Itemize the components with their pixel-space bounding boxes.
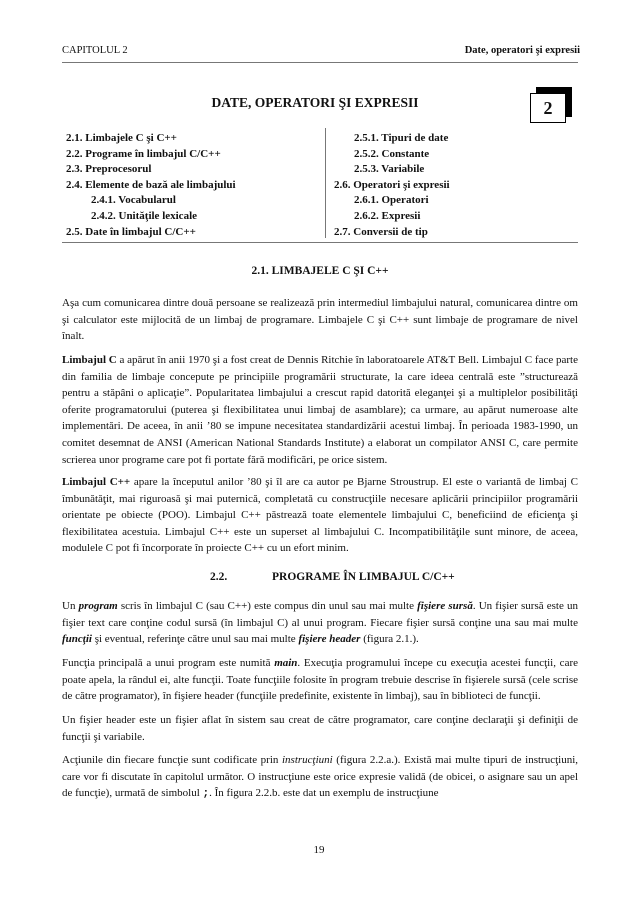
term-fisiere-header: fişiere header bbox=[298, 633, 361, 646]
paragraph-text: apare la începutul anilor ’80 şi îl are ca autor pe Bjarne Stroustrup. El este o variantă de limbaj C îmbunătăţit, mai riguroasă şi mai puternică, completată cu construcţiile necesare aplicării principiilor programării orientate pe obiecte (POO). Limbajul C++ păstrează toate elementele limbajului C, beneficiind de eficienţa şi flexibilitatea acestuia. Limbajul C++ este un superset al limbajului C. Incompatibilităţile sunt minore, de aceea, modulele C pot fi încorporate în proiecte C++ cu un efort minim. bbox=[62, 476, 578, 555]
toc-subitem[interactable]: 2.6.1. Operatori bbox=[354, 194, 429, 207]
paragraph bbox=[62, 752, 578, 803]
toc-item[interactable]: 2.1. Limbajele C şi C++ bbox=[66, 132, 177, 144]
paragraph bbox=[62, 474, 578, 557]
section-title-text: PROGRAME ÎN LIMBAJUL C/C++ bbox=[272, 571, 455, 583]
paragraph-text: . Un fişier sursă este un fişier text care conţine codul sursă (în limbajul C) al unui program. Fiecare fişier sursă conţine una sau mai multe bbox=[62, 600, 578, 629]
paragraph-text: Acţiunile din fiecare funcţie sunt codificate prin bbox=[62, 754, 282, 766]
term-limbajul-c: Limbajul C bbox=[62, 354, 117, 366]
section-heading-2-2 bbox=[210, 571, 455, 583]
toc-rule bbox=[62, 242, 578, 243]
toc-left-column bbox=[66, 131, 316, 240]
paragraph: Aşa cum comunicarea dintre două persoane se realizează prin intermediul limbajului natural, comunicarea dintre om şi calculator este mijlocită de un limbaj de programare. Limbajele C şi C++ sunt limbaje de programare de nivel înalt. bbox=[62, 297, 578, 343]
toc-item[interactable]: 2.4. Elemente de bază ale limbajului bbox=[66, 178, 236, 191]
toc-item[interactable]: 2.6. Operatori şi expresii bbox=[334, 178, 450, 191]
header-rule bbox=[62, 62, 578, 63]
paragraph-text: a apărut în anii 1970 şi a fost creat de Dennis Ritchie în laboratoarele AT&T Bell. Limbajul C face parte din familia de limbaje concepute pe principiile programării structurate, la care ideea centrală este ”structurează pentru a stăpâni o aplicaţie”. Popularitatea limbajului a crescut rapid datorită eleganţei şi a multiplelor posibilităţi oferite programatorului (puterea şi flexibilitatea unui limbaj de asamblare); ca urmare, au apărut numeroase alte implementări. De aceea, în anii ’80 se impune necesitatea standardizării acestui limbaj. În perioada 1983-1990, un comitet desemnat de ANSI (American National Standards Institute) a elaborat un compilator ANSI C, care permite scrierea unor programe care pot fi portate fără modificări, pe orice sistem. bbox=[62, 354, 578, 466]
paragraph-text: Un bbox=[62, 600, 79, 612]
term-main: main bbox=[274, 657, 298, 669]
toc-subitem[interactable]: 2.5.1. Tipuri de date bbox=[354, 132, 449, 144]
toc-divider bbox=[325, 128, 326, 238]
semicolon-symbol: ; bbox=[202, 788, 210, 801]
paragraph-text: şi eventual, referinţe către unul sau mai multe bbox=[91, 633, 299, 646]
running-header-chapter: CAPITOLUL 2 bbox=[62, 45, 128, 56]
toc-item[interactable]: 2.3. Preprocesorul bbox=[66, 163, 152, 176]
term-fisiere-sursa: fişiere sursă bbox=[417, 600, 473, 612]
toc-subitem[interactable]: 2.4.2. Unităţile lexicale bbox=[91, 209, 198, 222]
chapter-number: 2 bbox=[543, 97, 553, 118]
term-instructiuni: instrucţiuni bbox=[281, 754, 333, 766]
toc-item[interactable]: 2.5. Date în limbajul C/C++ bbox=[66, 225, 196, 238]
toc-subitem[interactable]: 2.6.2. Expresii bbox=[354, 209, 421, 222]
term-functii: funcţii bbox=[62, 633, 92, 646]
section-number: 2.2. bbox=[210, 571, 228, 583]
chapter-number-box bbox=[530, 93, 566, 123]
paragraph bbox=[62, 655, 578, 705]
paragraph-text: scris în limbajul C (sau C++) este compus din unul sau mai multe bbox=[117, 600, 418, 612]
paragraph-text: (figura 2.2.a.). Există mai multe tipuri de instrucţiuni, care vor fi discutate în capitolul următor. O instrucţiune este orice expresie validă (de obicei, o asignare sau un apel de funcţie), urmată de simbolul bbox=[62, 754, 579, 800]
paragraph-text: (figura 2.1.). bbox=[360, 633, 419, 646]
term-program: program bbox=[78, 600, 118, 612]
term-limbajul-cpp: Limbajul C++ bbox=[62, 476, 131, 488]
toc-subitem[interactable]: 2.5.3. Variabile bbox=[354, 163, 425, 176]
running-header-title: Date, operatori şi expresii bbox=[464, 45, 580, 56]
paragraph-text: . Execuţia programului începe cu execuţia acestei funcţii, care poate apela, la rândul ei, alte funcţii. Toate funcţiile folosite în program trebuie descrise în fişierele sursă (cele scrise de către programator), în fişiere header (funcţiile predefinite, existente în limbaj), sau în biblioteci de funcţii. bbox=[62, 657, 578, 703]
toc-right-column bbox=[334, 131, 574, 240]
section-heading-2-1: 2.1. LIMBAJELE C ŞI C++ bbox=[251, 265, 389, 277]
toc-subitem[interactable]: 2.5.2. Constante bbox=[354, 147, 430, 160]
toc-subitem[interactable]: 2.4.1. Vocabularul bbox=[91, 194, 176, 207]
paragraph bbox=[62, 352, 578, 468]
paragraph: Un fişier header este un fişier aflat în sistem sau creat de către programator, care conţine declaraţii şi definiţii de funcţii şi variabile. bbox=[62, 714, 578, 743]
toc-item[interactable]: 2.2. Programe în limbajul C/C++ bbox=[66, 147, 221, 160]
paragraph-text: . În figura 2.2.b. este dat un exemplu de instrucţiune bbox=[209, 787, 439, 800]
toc-item[interactable]: 2.7. Conversii de tip bbox=[334, 225, 428, 238]
chapter-title: DATE, OPERATORI ŞI EXPRESII bbox=[211, 95, 419, 110]
paragraph-text: Funcţia principală a unui program este numită bbox=[62, 657, 275, 669]
paragraph bbox=[62, 598, 578, 648]
page-number: 19 bbox=[313, 844, 325, 856]
